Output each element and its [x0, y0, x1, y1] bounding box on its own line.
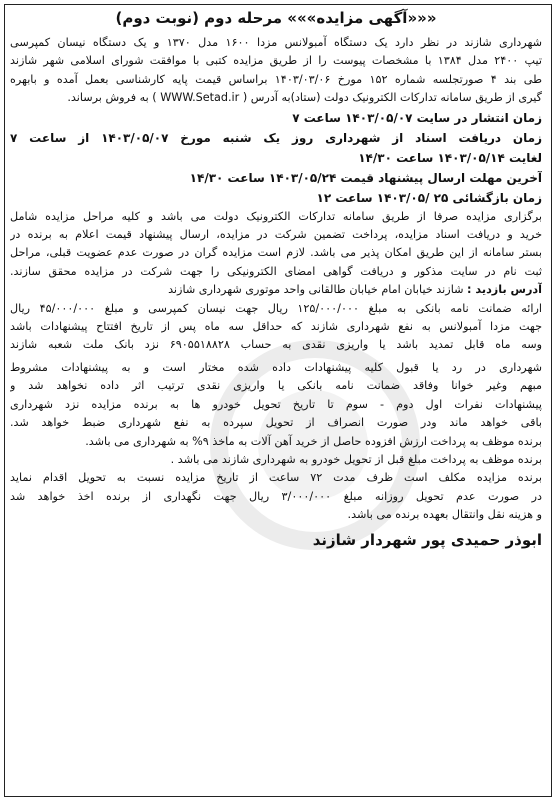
terms-line: شهرداری در رد یا قبول کلیه پیشنهادات داده شده مختار است و به پیشنهادات مشروط — [10, 360, 542, 374]
intro-paragraph — [10, 34, 542, 108]
visit-address-label: آدرس بازدید : — [467, 283, 542, 297]
terms-line: و هزینه نقل وانتقال بعهده برنده می باشد. — [347, 508, 542, 522]
process-paragraph — [10, 208, 542, 282]
terms-line: برنده موظف به پرداخت مبلغ قبل از تحویل خودرو به شهرداری شازند می باشد . — [170, 452, 542, 466]
guarantee-line: جهت مزدا آمبولانس به نفع شهرداری شازند که حداقل سه ماه پس از تاریخ افتتاح پیشنهادات باشد — [10, 320, 542, 334]
terms-paragraph — [10, 359, 542, 525]
terms-line: برنده موظف به پرداخت ارزش افزوده حاصل از خرید آهن آلات به ماخذ ۹% به شهرداری می باشد. — [85, 434, 542, 448]
document-receive-date: زمان دریافت اسناد از شهرداری روز یک شنبه مورخ ۱۴۰۳/۰۵/۰۷ از ساعت ۷ — [10, 130, 542, 145]
terms-line: در صورت عدم تحویل روزانه مبلغ ۳/۰۰۰/۰۰۰ ریال جهت نگهداری از برنده اخذ خواهد شد — [10, 489, 542, 503]
intro-line: طی بند ۴ صورتجلسه شماره ۱۵۲ مورخ ۱۴۰۳/۰۳/۰۶ براساس قیمت پایه کارشناسی بعمل آمده و بابهره — [10, 72, 542, 86]
bid-deadline: آخرین مهلت ارسال پیشنهاد قیمت ۱۴۰۳/۰۵/۲۴ ساعت ۱۴/۳۰ — [189, 170, 542, 185]
guarantee-line: ارائه ضمانت نامه بانکی به مبلغ ۱۲۵/۰۰۰/۰۰۰ ریال جهت نیسان کمپرسی و مبلغ ۴۵/۰۰۰/۰۰۰ ریال — [10, 301, 542, 315]
process-line: ثبت نام در سایت مذکور و دریافت گواهی امضای الکترونیکی را جهت شرکت در مزایده محقق سازند. — [10, 264, 542, 278]
process-line: بستر سامانه از این طریق امکان پذیر می باشد. لازم است مزایده گران در صورت عدم عضویت قبلی، مراحل — [10, 246, 542, 260]
signature: ابوذر حمیدی پور شهردار شازند — [312, 530, 542, 549]
publish-date: زمان انتشار در سایت ۱۴۰۳/۰۵/۰۷ ساعت ۷ — [292, 110, 542, 125]
opening-date: زمان بازگشائی ۲۵ /۱۴۰۳/۰۵ ساعت ۱۲ — [316, 190, 542, 205]
terms-line: مبهم وغیر خوانا وفاقد ضمانت نامه بانکی یا واریزی نقدی ترتیب اثر داده نخواهد شد و — [10, 379, 542, 393]
intro-line: شهرداری شازند در نظر دارد یک دستگاه آمبولانس مزدا ۱۶۰۰ مدل ۱۳۷۰ و یک دستگاه نیسان کمپرسی — [10, 36, 542, 49]
visit-address-text: شازند خیابان امام خیابان طالقانی واحد موتوری شهرداری شازند — [168, 283, 468, 297]
terms-line: باقی خواهد ماند ودر صورت انصراف از تحویل سپرده به نفع شهرداری ضبط خواهد شد. — [10, 416, 542, 430]
terms-line: پیشنهادات نفرات اول دوم - سوم تا تاریخ تحویل خودرو ها به برنده مزایده نزد شهرداری — [10, 397, 542, 411]
guarantee-line: وسه ماه قابل تمدید باشد یا واریزی نقدی به حساب ۶۹۰۵۵۱۸۸۲۸ نزد بانک ملت شعبه شازند — [10, 338, 542, 352]
intro-line: گیری از طریق سامانه تدارکات الکترونیک دولت (ستاد)به آدرس ( WWW.Setad.ir ) به فروش برساند. — [67, 91, 542, 105]
terms-line: برنده مزایده مکلف است ظرف مدت ۷۲ ساعت از تاریخ مزایده نسبت به تحویل اقدام نماید — [10, 471, 542, 485]
intro-line: تیپ ۲۴۰۰ مدل ۱۳۸۴ با مشخصات پیوست را از طریق مزایده کتبی با موافقت شورای اسلامی شهر شازند — [10, 54, 542, 68]
process-line: برگزاری مزایده صرفا از طریق سامانه تدارکات الکترونیک دولت می باشد و کلیه مراحل مزایده شامل — [10, 209, 542, 223]
process-line: خرید و دریافت اسناد مزایده، پرداخت تضمین شرکت در مزایده، ارسال پیشنهاد قیمت اعلام به برنده در — [10, 228, 542, 242]
notice-document — [10, 8, 542, 551]
visit-address — [10, 281, 542, 299]
schedule-section — [10, 108, 542, 208]
notice-title: «««آگهی مزایده»»» مرحله دوم (نوبت دوم) — [115, 9, 437, 27]
document-receive-end: لغایت ۱۴۰۳/۰۵/۱۴ ساعت ۱۴/۳۰ — [358, 150, 542, 165]
guarantee-paragraph — [10, 300, 542, 355]
